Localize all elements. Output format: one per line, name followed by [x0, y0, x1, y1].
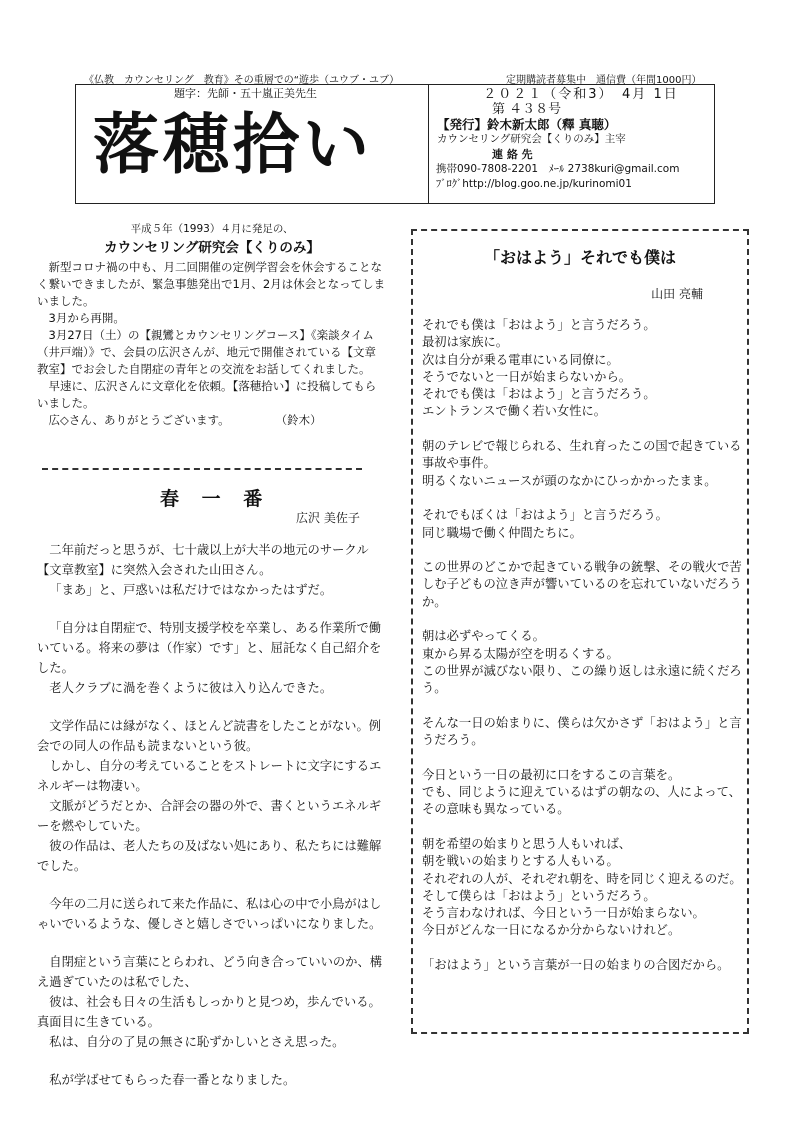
poem-line: 最初は家族に。	[422, 335, 509, 350]
poem-line: そう言わなければ、今日という一日が始まらない。	[422, 906, 705, 921]
poem-line: そんな一日の始まりに、僕らは欠かさず「おはよう」と言うだろう。	[422, 715, 742, 748]
essay-paragraph: 老人クラブに渦を巻くように彼は入り込んできた。	[49, 681, 333, 695]
essay-paragraph: 「まあ」と、戸惑いは私だけではなかったはずだ。	[49, 583, 333, 597]
poem-line: 同じ職場で働く仲間たちに。	[422, 525, 582, 540]
essay-paragraph: 私が学ばせてもらった春一番となりました。	[49, 1073, 296, 1087]
poem-line: 今日がどんな一日になるか分からないけれど。	[422, 923, 681, 938]
essay-paragraph: 二年前だっと思うが、七十歳以上が大半の地元のサークル【文章教室】に突然入会された山田さん。	[37, 543, 369, 577]
essay-paragraph: 彼は、社会も日々の生活もしっかりと見つめ，歩んでいる。真面目に生きている。	[37, 995, 381, 1029]
blog-url: ﾌﾞﾛｸﾞhttp://blog.goo.ne.jp/kurinomi01	[436, 178, 632, 190]
title-calligrapher: 題字：先師・五十嵐正美先生	[174, 87, 317, 100]
poem-line: 「おはよう」という言葉が一日の始まりの合図だから。	[422, 957, 730, 972]
poem-line: それでもぼくは「おはよう」と言うだろう。	[422, 508, 668, 523]
notice-subtitle: 平成５年（1993）４月に発足の、	[130, 223, 294, 235]
essay-paragraph: 彼の作品は、老人たちの及ばない処にあり、私たちには難解でした。	[37, 839, 382, 873]
poem-line: この世界が滅びない限り、この繰り返しは永遠に続くだろう。	[422, 663, 742, 696]
subscription-notice: 定期購読者募集中 通信費（年間1000円）	[506, 75, 702, 86]
poem-line: この世界のどこかで起きている戦争の銃撃、その戦火で苦しむ子どもの泣き声が響いているのを忘れていないだろうか。	[422, 560, 742, 609]
notice-title: カウンセリング研究会【くりのみ】	[104, 240, 320, 256]
poem-line: 明るくないニュースが頭のなかにひっかかったまま。	[422, 473, 717, 488]
contact-phone-email: 携帯090-7808-2201 ﾒｰﾙ 2738kuri@gmail.com	[436, 163, 680, 175]
poem-line: 今日という一日の最初に口をするこの言葉を。	[422, 767, 681, 782]
notice-paragraph: 3月から再開。	[48, 311, 125, 325]
notice-paragraph: 3月27日（土）の【親鸞とカウンセリングコース】《楽談タイム（井戸端）》で、会員の広沢さんが、地元で開催されている【文章教室】でお会した自閉症の青年との交流をお話してくれました。	[37, 328, 377, 376]
poem-line: そうでないと一日が始まらないから。	[422, 369, 632, 384]
poem-box	[411, 229, 749, 1034]
notice-paragraph: 早速に、広沢さんに文章化を依頼。【落穂拾い】に投稿してもらいました。	[37, 379, 377, 410]
poem-author: 山田 亮輔	[651, 287, 703, 301]
essay-paragraph: しかし、自分の考えていることをストレートに文字にするエネルギーは物凄い。	[37, 759, 382, 793]
poem-line: 朝のテレビで報じられる、生れ育ったこの国で起きている事故や事件。	[422, 439, 742, 471]
essay-paragraph: 今年の二月に送られて来た作品に、私は心の中で小鳥がはしゃいでいるような、優しさと嬉しさでいっぱいになりました。	[37, 897, 382, 931]
essay-paragraph: 私は、自分の了見の無さに恥ずかしいとさえ思った。	[49, 1035, 345, 1049]
essay-paragraph: 文学作品には縁がなく、ほとんど読書をしたことがない。例会での同人の作品も読まないという彼。	[37, 719, 382, 753]
poem-line: 朝を戦いの始まりとする人もいる。	[422, 854, 619, 869]
poem-line: 朝は必ずやってくる。	[422, 629, 545, 644]
newsletter-logo: 落穂拾い	[93, 105, 373, 183]
notice-paragraph: 新型コロナ禍の中も、月二回開催の定例学習会を休会することなく繋いできましたが、緊急事態発出で1月、2月は休会となってしまいました。	[37, 260, 386, 308]
issue-number: 第 ４３８号	[492, 102, 562, 117]
organization: カウンセリング研究会【くりのみ】主宰	[437, 133, 626, 145]
poem-line: それでも僕は「おはよう」と言うだろう。	[422, 318, 656, 332]
poem-line: それでも僕は「おはよう」と言うだろう。	[422, 387, 656, 402]
poem-line: 次は自分が乗る電車にいる同僚に。	[422, 352, 619, 367]
poem-line: そして僕らは「おはよう」というだろう。	[422, 888, 656, 903]
issue-date: ２０２１（令和3） 4月 1日	[483, 87, 679, 102]
poem-line: エントランスで働く若い女性に。	[422, 404, 607, 419]
poem-line: でも、同じように迎えているはずの朝なの、人によって、その意味も異なっている。	[422, 785, 741, 817]
essay-paragraph: 自閉症という言葉にとらわれ、どう向き合っていいのか、構え過ぎていたのは私でした、	[37, 955, 383, 989]
contact-label: 連 絡 先	[492, 148, 533, 161]
essay-paragraph: 「自分は自閉症で、特別支援学校を卒業し、ある作業所で働いている。将来の夢は（作家）です」と、屈託なく自己紹介をした。	[37, 621, 382, 675]
masthead	[75, 84, 715, 204]
poem-line: それぞれの人が、それぞれ朝を、時を同じく迎えるのだ。	[422, 871, 742, 886]
essay-body	[37, 540, 387, 1090]
essay-paragraph: 文脈がどうだとか、合評会の器の外で、書くというエネルギーを燃やしていた。	[37, 799, 382, 833]
header-tagline: 《仏教 カウンセリング 教育》その重層での“遊歩（ユウブ・ユブ）	[84, 75, 400, 86]
masthead-divider	[428, 85, 429, 203]
publisher: 【発行】鈴木新太郎（釋 真聴）	[437, 117, 617, 132]
poem-line: 朝を希望の始まりと思う人もいれば、	[422, 836, 632, 851]
section-divider	[42, 468, 362, 470]
notice-section	[37, 221, 387, 429]
essay-author: 広沢 美佐子	[296, 511, 360, 525]
poem-title: 「おはよう」それでも僕は	[483, 248, 676, 267]
notice-paragraph: 広◇さん、ありがとうございます。 （鈴木）	[48, 413, 322, 427]
essay-title: 春 一 番	[160, 488, 271, 510]
poem-line: 東から昇る太陽が空を明るくする。	[422, 646, 619, 661]
poem-body	[422, 317, 748, 974]
issue-info	[436, 87, 706, 192]
